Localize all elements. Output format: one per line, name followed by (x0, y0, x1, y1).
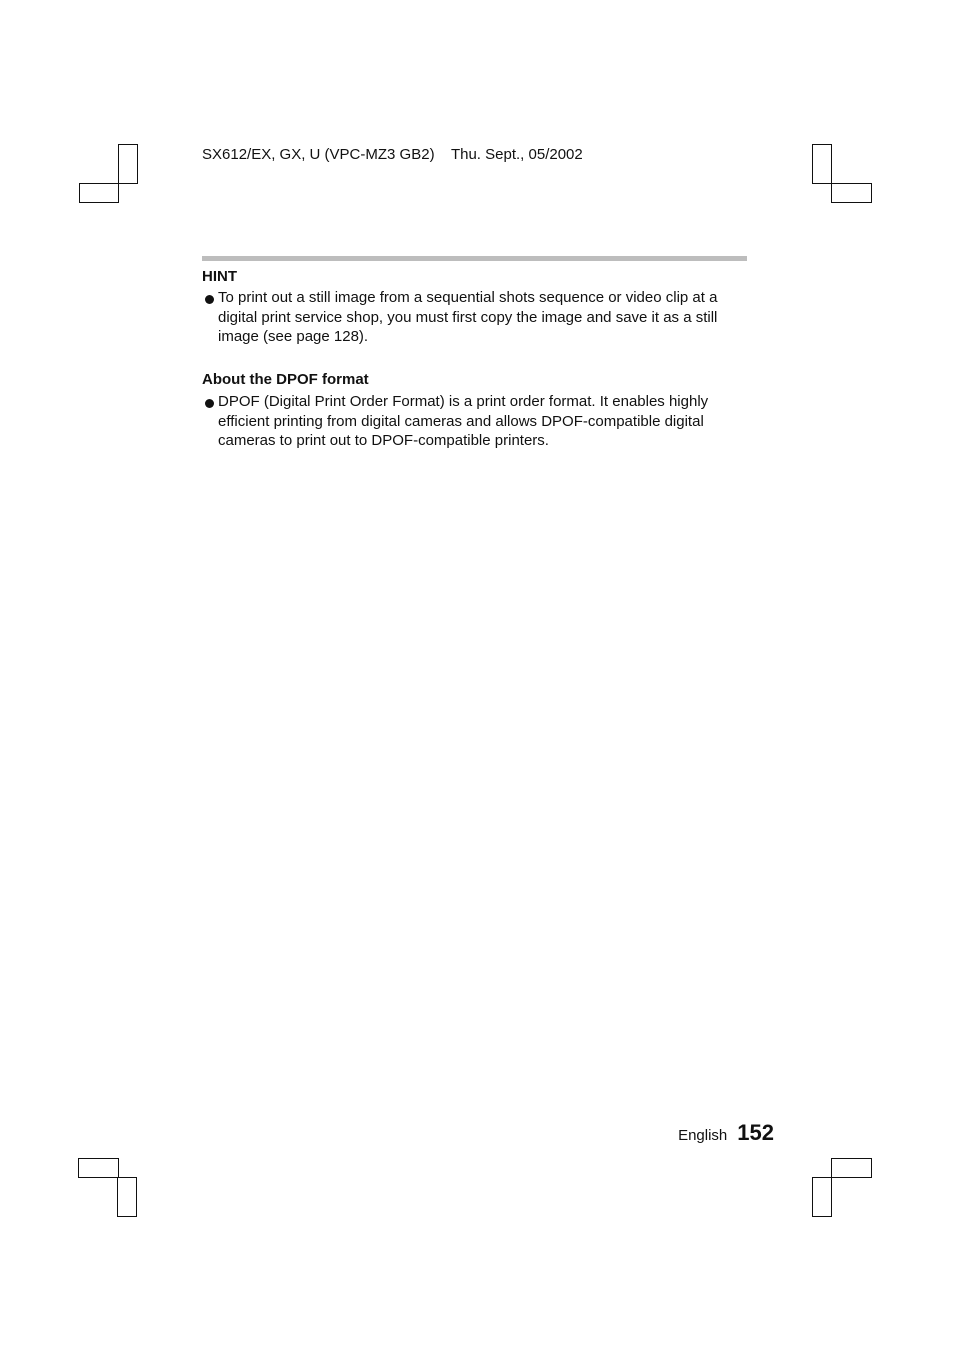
page-footer (678, 1120, 774, 1146)
section-divider (202, 256, 747, 261)
crop-mark-bottom-right-vertical (812, 1177, 832, 1217)
crop-mark-top-left-horizontal (79, 183, 119, 203)
crop-mark-bottom-left-horizontal (78, 1158, 119, 1178)
page-number: 152 (737, 1120, 774, 1145)
dpof-heading: About the DPOF format (202, 371, 369, 388)
dpof-bullet-item (202, 392, 750, 451)
crop-mark-bottom-right-horizontal (831, 1158, 872, 1178)
crop-mark-bottom-left-vertical (117, 1177, 137, 1217)
crop-mark-top-right-horizontal (831, 183, 872, 203)
hint-heading: HINT (202, 268, 237, 285)
hint-bullet-item (202, 288, 750, 347)
dpof-bullet-text: DPOF (Digital Print Order Format) is a print order format. It enables highly efficient printing from digital cameras and allows DPOF-compatible digital cameras to print out to DPOF-compatible printers. (218, 393, 709, 449)
bullet-icon (205, 295, 214, 304)
crop-mark-top-left-vertical (118, 144, 138, 184)
footer-language: English (678, 1127, 728, 1144)
hint-bullet-text: To print out a still image from a sequential shots sequence or video clip at a digital print service shop, you must first copy the image and save it as a still image (see page 128). (218, 289, 718, 345)
print-meta-header: SX612/EX, GX, U (VPC-MZ3 GB2) Thu. Sept., 05/2002 (202, 146, 583, 163)
bullet-icon (205, 399, 214, 408)
crop-mark-top-right-vertical (812, 144, 832, 184)
